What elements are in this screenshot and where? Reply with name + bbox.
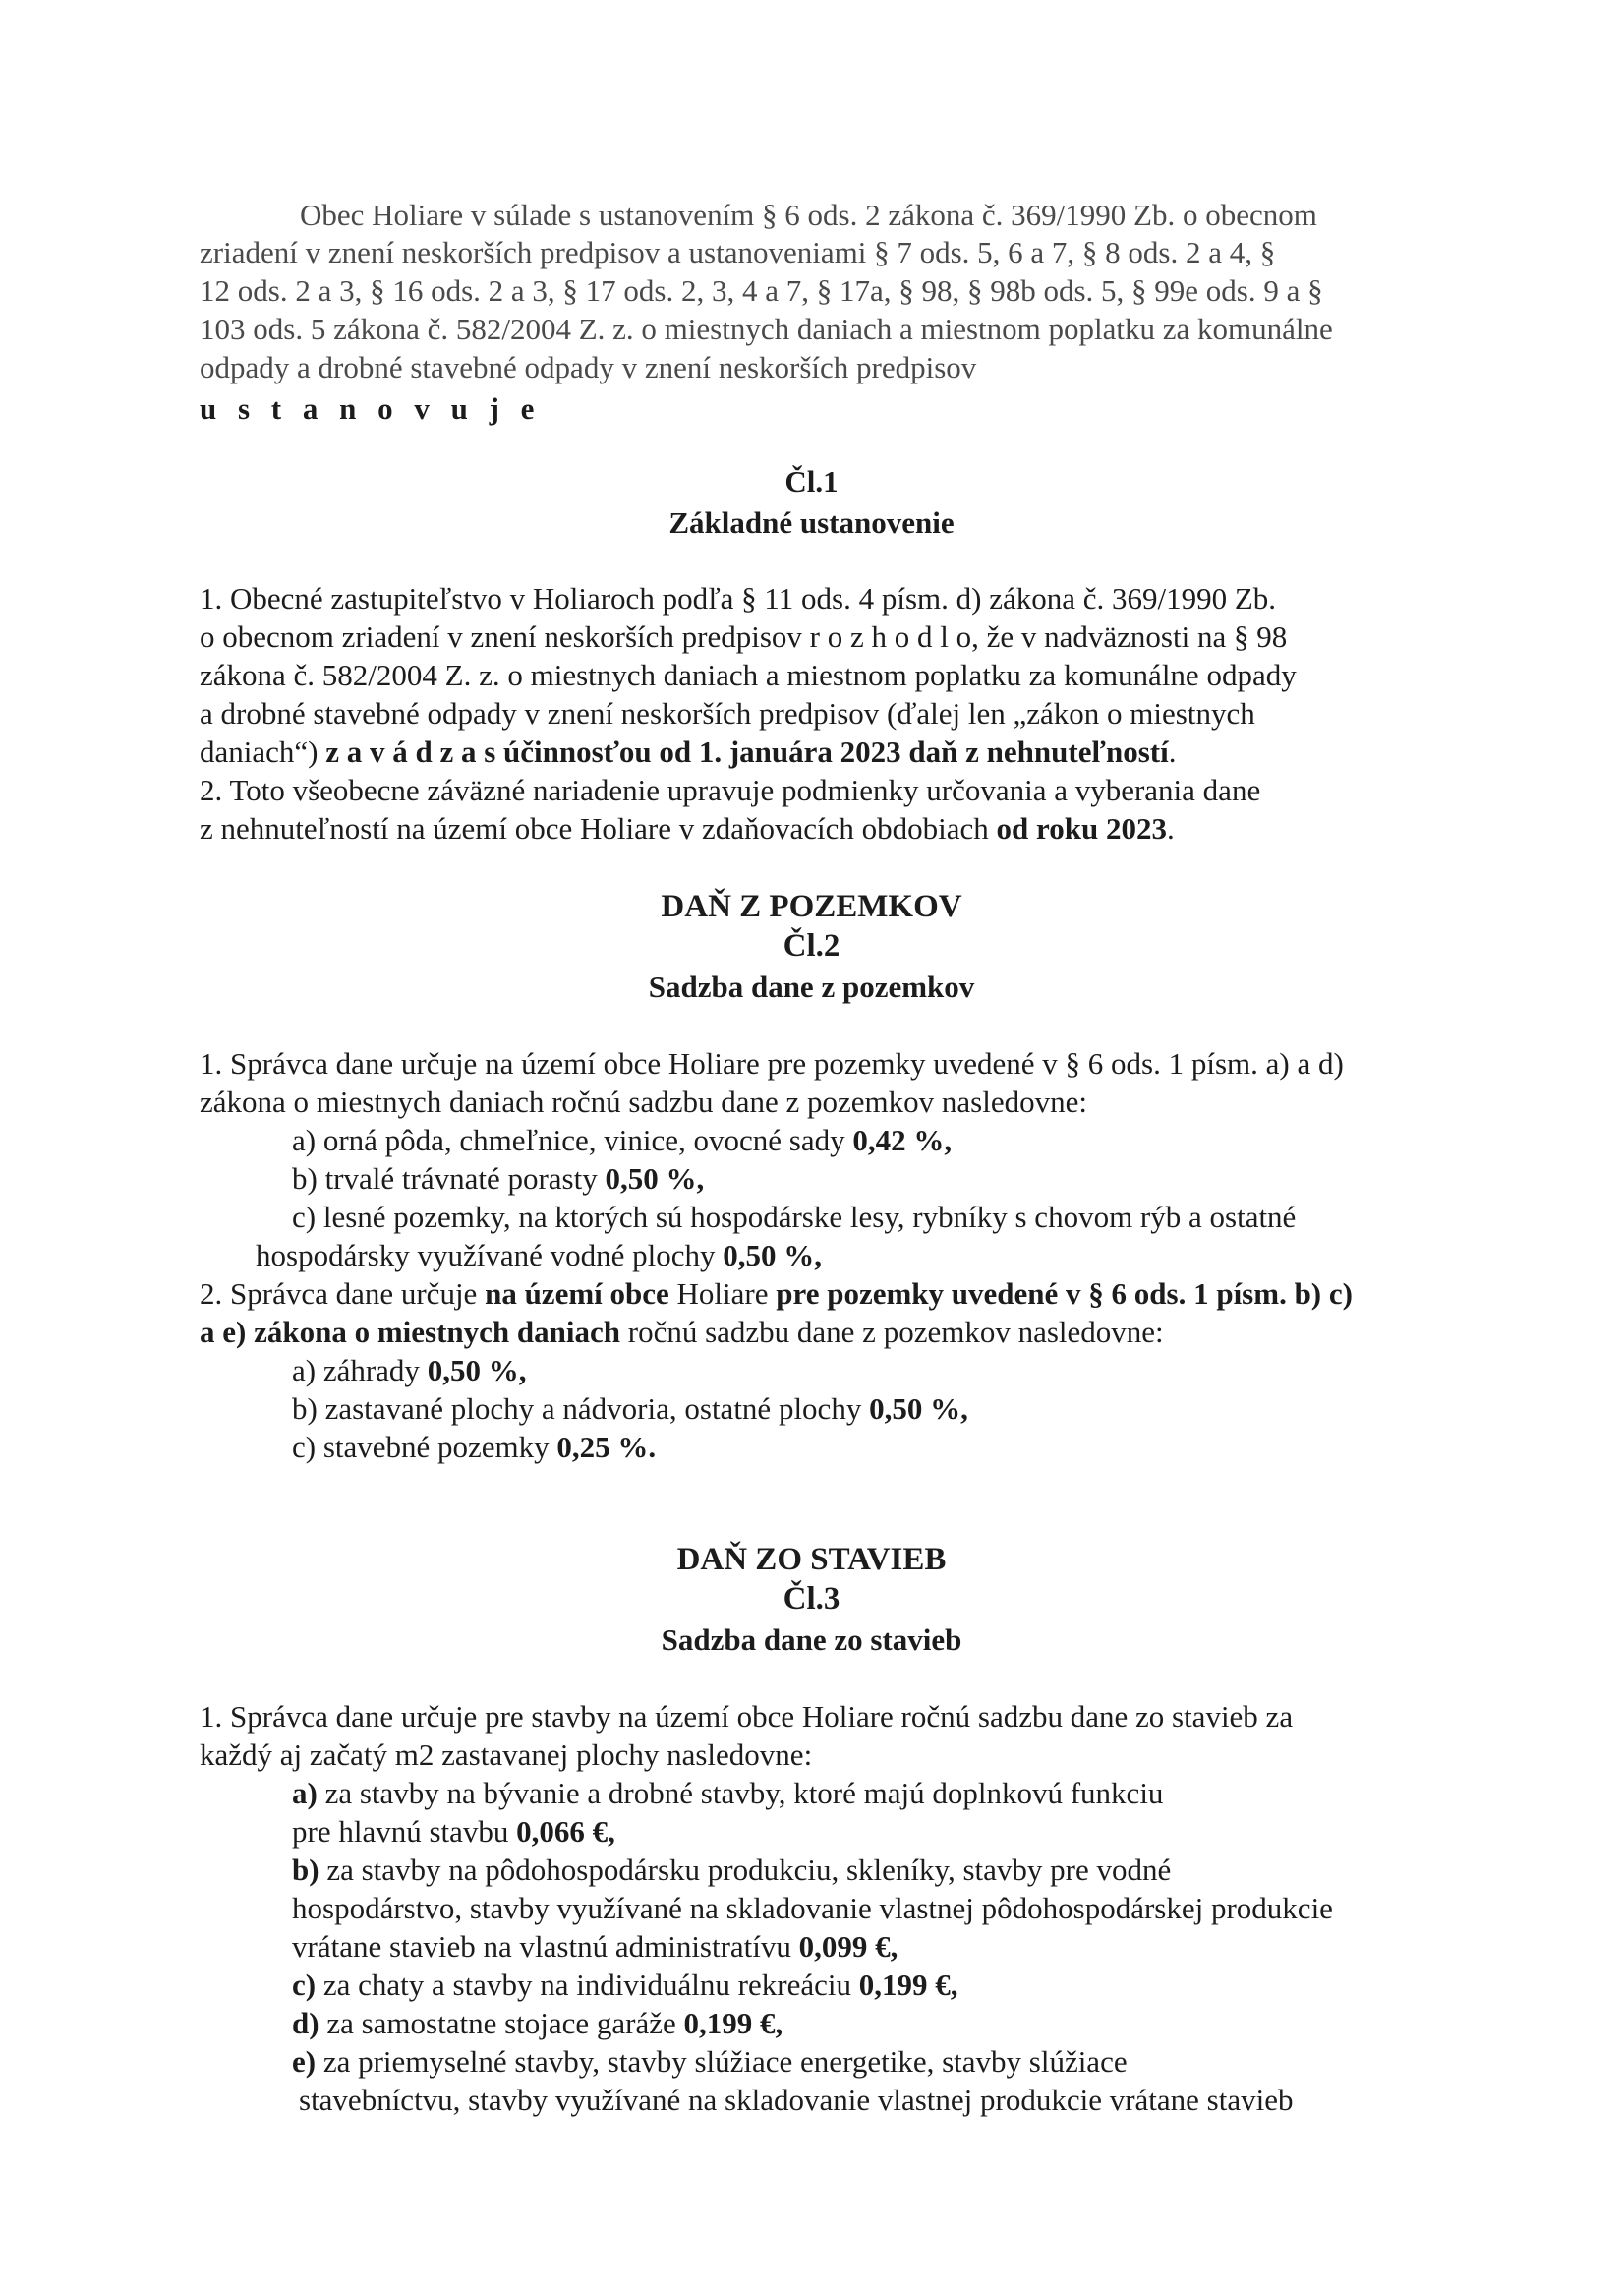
- bold-run: od roku 2023: [996, 811, 1167, 846]
- text-run: c) stavebné pozemky: [292, 1430, 557, 1464]
- article-3-number: Čl.3: [783, 1581, 840, 1617]
- article-3-item-b-line-2: hospodárstvo, stavby využívané na skladovanie vlastnej pôdohospodárskej produkcie: [292, 1891, 1333, 1925]
- rate-value: 0,25 %.: [556, 1430, 657, 1464]
- rate-value: 0,42 %,: [852, 1123, 953, 1157]
- text-run: .: [1168, 735, 1177, 769]
- text-run: vrátane stavieb na vlastnú administratívu: [292, 1929, 799, 1964]
- article-2-para-1-item-c-line-2: [256, 1237, 822, 1274]
- article-1-para-2-line-2: [200, 810, 1175, 848]
- intro-line-3: 12 ods. 2 a 3, § 16 ods. 2 a 3, § 17 ods. 2, 3, 4 a 7, § 17a, § 98, § 98b ods. 5, § 99e ods. 9 a §: [200, 273, 1323, 308]
- article-3-item-a-line-1: [292, 1775, 1163, 1812]
- article-1-para-1-line-4: a drobné stavebné odpady v znení neskorších predpisov (ďalej len „zákon o miestnych: [200, 696, 1255, 731]
- intro-line-1: Obec Holiare v súlade s ustanovením § 6 ods. 2 zákona č. 369/1990 Zb. o obecnom: [300, 198, 1317, 232]
- text-run: z nehnuteľností na území obce Holiare v zdaňovacích obdobiach: [200, 811, 997, 846]
- section-tax-buildings: DAŇ ZO STAVIEB: [676, 1542, 947, 1577]
- intro-line-5: odpady a drobné stavebné odpady v znení neskorších predpisov: [200, 350, 977, 384]
- rate-value: 0,099 €,: [798, 1929, 898, 1964]
- text-run: Holiare: [668, 1276, 777, 1311]
- article-3-item-e-line-1: [292, 2043, 1128, 2081]
- article-2-para-1-item-c-line-1: c) lesné pozemky, na ktorých sú hospodárske lesy, rybníky s chovom rýb a ostatné: [292, 1200, 1297, 1234]
- intro-ustanovuje: u s t a n o v u j e: [200, 391, 542, 426]
- text-run: a) orná pôda, chmeľnice, vinice, ovocné sady: [292, 1123, 853, 1157]
- rate-value: 0,50 %,: [427, 1353, 527, 1387]
- article-2-para-2-item-c: [292, 1429, 656, 1466]
- article-1-para-1-line-3: zákona č. 582/2004 Z. z. o miestnych daniach a miestnom poplatku za komunálne odpady: [200, 658, 1297, 692]
- rate-value: 0,199 €,: [858, 1968, 958, 2002]
- text-run: za stavby na bývanie a drobné stavby, ktoré majú doplnkovú funkciu: [317, 1776, 1164, 1810]
- intro-line-2: zriadení v znení neskorších predpisov a ustanoveniami § 7 ods. 5, 6 a 7, § 8 ods. 2 a 4, §: [200, 235, 1276, 269]
- section-tax-land: DAŇ Z POZEMKOV: [661, 889, 962, 924]
- item-marker: e): [292, 2044, 317, 2079]
- bold-run: na území obce: [485, 1276, 669, 1311]
- article-3-item-d: [292, 2005, 783, 2042]
- text-run: daniach“): [200, 735, 326, 769]
- article-2-para-1-line-2: zákona o miestnych daniach ročnú sadzbu dane z pozemkov nasledovne:: [200, 1085, 1087, 1119]
- text-run: ročnú sadzbu dane z pozemkov nasledovne:: [620, 1315, 1164, 1349]
- article-3-item-b-line-1: [292, 1852, 1171, 1889]
- article-3-title: Sadzba dane zo stavieb: [661, 1622, 962, 1657]
- text-run: .: [1166, 811, 1175, 846]
- bold-run: a e) zákona o miestnych daniach: [200, 1315, 620, 1349]
- article-1-para-1-line-1: 1. Obecné zastupiteľstvo v Holiaroch podľa § 11 ods. 4 písm. d) zákona č. 369/1990 Zb.: [200, 581, 1277, 616]
- bold-run: z a v á d z a s účinnosťou od 1. januára 2023: [325, 735, 901, 769]
- article-1-para-1-line-5: [200, 734, 1177, 771]
- article-2-title: Sadzba dane z pozemkov: [648, 970, 975, 1004]
- article-3-para-1-line-2: každý aj začatý m2 zastavanej plochy nasledovne:: [200, 1737, 813, 1772]
- article-2-para-1-item-a: [292, 1122, 952, 1159]
- item-marker: d): [292, 2006, 319, 2040]
- article-1-para-2-line-1: 2. Toto všeobecne záväzné nariadenie upravuje podmienky určovania a vyberania dane: [200, 773, 1261, 807]
- article-3-para-1-line-1: 1. Správca dane určuje pre stavby na území obce Holiare ročnú sadzbu dane zo stavieb za: [200, 1699, 1294, 1734]
- article-3-item-b-line-3: [292, 1928, 898, 1966]
- rate-value: 0,50 %,: [869, 1391, 968, 1426]
- text-run: za stavby na pôdohospodársku produkciu, skleníky, stavby pre vodné: [319, 1853, 1172, 1887]
- rate-value: 0,066 €,: [516, 1814, 615, 1849]
- article-1-title: Základné ustanovenie: [668, 505, 955, 540]
- text-run: b) trvalé trávnaté porasty: [292, 1161, 606, 1196]
- article-2-para-2-item-a: [292, 1352, 526, 1389]
- article-2-para-2-line-1: [200, 1275, 1353, 1313]
- article-2-para-2-item-b: [292, 1390, 968, 1428]
- article-2-number: Čl.2: [783, 928, 840, 964]
- article-3-item-e-line-2: stavebníctvu, stavby využívané na skladovanie vlastnej produkcie vrátane stavieb: [299, 2083, 1294, 2117]
- article-2-para-2-line-2: [200, 1314, 1164, 1351]
- text-run: pre hlavnú stavbu: [292, 1814, 517, 1849]
- text-run: a) záhrady: [292, 1353, 428, 1387]
- text-run: za samostatne stojace garáže: [319, 2006, 684, 2040]
- rate-value: 0,199 €,: [683, 2006, 783, 2040]
- bold-run: pre pozemky uvedené v § 6 ods. 1 písm. b) c): [776, 1276, 1353, 1311]
- rate-value: 0,50 %,: [605, 1161, 705, 1196]
- rate-value: 0,50 %,: [723, 1238, 822, 1272]
- article-2-para-1-line-1: 1. Správca dane určuje na území obce Holiare pre pozemky uvedené v § 6 ods. 1 písm. a) a d): [200, 1046, 1344, 1081]
- item-marker: c): [292, 1968, 317, 2002]
- item-marker: b): [292, 1853, 319, 1887]
- article-1-number: Čl.1: [784, 464, 839, 499]
- text-run: 2. Správca dane určuje: [200, 1276, 486, 1311]
- article-3-item-a-line-2: [292, 1813, 615, 1851]
- article-2-para-1-item-b: [292, 1160, 704, 1198]
- text-run: za priemyselné stavby, stavby slúžiace energetike, stavby slúžiace: [316, 2044, 1128, 2079]
- article-3-item-c: [292, 1967, 957, 2004]
- article-1-para-1-line-2: o obecnom zriadení v znení neskorších predpisov r o z h o d l o, že v nadväznosti na § 98: [200, 619, 1288, 654]
- item-marker: a): [292, 1776, 318, 1810]
- text-run: b) zastavané plochy a nádvoria, ostatné plochy: [292, 1391, 870, 1426]
- text-run: za chaty a stavby na individuálnu rekreáciu: [316, 1968, 859, 2002]
- intro-line-4: 103 ods. 5 zákona č. 582/2004 Z. z. o miestnych daniach a miestnom poplatku za komunálne: [200, 312, 1333, 346]
- bold-run: daň z nehnuteľností: [900, 735, 1169, 769]
- text-run: hospodársky využívané vodné plochy: [256, 1238, 724, 1272]
